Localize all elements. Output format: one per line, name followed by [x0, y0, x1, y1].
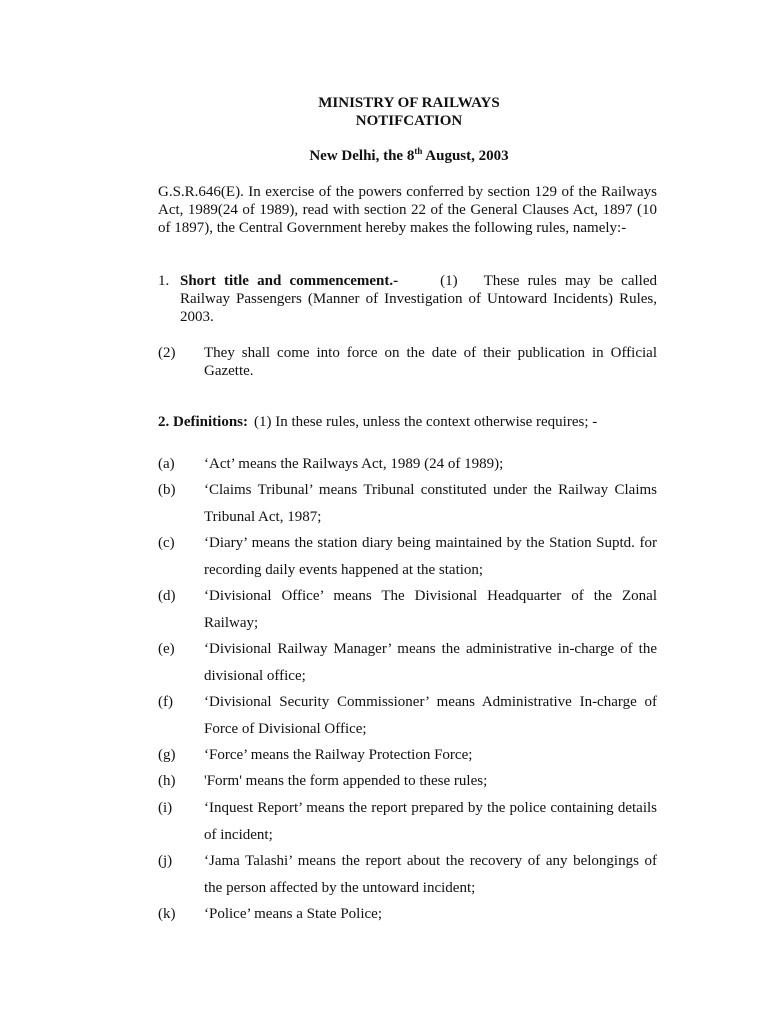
- definition-text: ‘Force’ means the Railway Protection Force;: [204, 747, 473, 763]
- definition-item-h: [158, 768, 657, 795]
- definition-text: ‘Jama Talashi’ means the report about the recovery of any belongings of the person affected by the untoward incident;: [204, 853, 657, 896]
- definition-label: (a): [158, 456, 175, 472]
- definition-item-j: [158, 848, 657, 901]
- definition-label: (f): [158, 694, 173, 710]
- definitions-heading: [158, 414, 657, 431]
- definition-item-c: [158, 530, 657, 583]
- dateline-prefix: New Delhi, the 8: [309, 148, 415, 164]
- definition-label: (c): [158, 535, 175, 551]
- definition-text: ‘Diary’ means the station diary being maintained by the Station Suptd. for recording daily events happened at the station;: [204, 535, 657, 578]
- definition-label: (i): [158, 800, 173, 816]
- rule-1: [158, 272, 657, 326]
- clause-text: They shall come into force on the date of their publication in Official Gazette.: [204, 345, 657, 379]
- definition-label: (k): [158, 906, 176, 922]
- rule-1-clause-2: [158, 344, 657, 380]
- preamble-paragraph: G.S.R.646(E). In exercise of the powers conferred by section 129 of the Railways Act, 1989(24 of 1989), read with section 22 of the General Clauses Act, 1897 (10 of 1897), the Central Government hereby makes the following rules, namely:-: [158, 184, 657, 236]
- definition-text: ‘Divisional Security Commissioner’ means Administrative In-charge of Force of Divisional Office;: [204, 694, 657, 737]
- definition-item-a: [158, 451, 657, 478]
- definition-item-i: [158, 795, 657, 848]
- definition-text: ‘Police’ means a State Police;: [204, 906, 383, 922]
- definition-text: ‘Claims Tribunal’ means Tribunal constituted under the Railway Claims Tribunal Act, 1987;: [204, 482, 657, 525]
- definition-item-g: [158, 742, 657, 769]
- definition-label: (j): [158, 853, 173, 869]
- definition-label: (h): [158, 773, 176, 789]
- definition-label: (d): [158, 588, 176, 604]
- definition-text: ‘Inquest Report’ means the report prepared by the police containing details of incident;: [204, 800, 657, 843]
- definition-item-b: [158, 477, 657, 530]
- definition-item-e: [158, 636, 657, 689]
- rule-1-number: 1.: [158, 273, 170, 289]
- dateline-sup: th: [414, 146, 423, 156]
- definition-text: 'Form' means the form appended to these rules;: [204, 773, 488, 789]
- definition-label: (g): [158, 747, 176, 763]
- rule-1-text: These rules may be called Railway Passengers (Manner of Investigation of Untoward Incidents) Rules, 2003.: [180, 273, 657, 325]
- definition-text: ‘Divisional Office’ means The Divisional Headquarter of the Zonal Railway;: [204, 588, 657, 631]
- dateline-suffix: August, 2003: [422, 148, 509, 164]
- rule-1-subnumber: (1): [440, 273, 458, 289]
- definition-text: ‘Act’ means the Railways Act, 1989 (24 of 1989);: [204, 456, 504, 472]
- notification-heading: NOTIFCATION: [355, 113, 463, 129]
- definition-item-f: [158, 689, 657, 742]
- definition-item-d: [158, 583, 657, 636]
- clause-label: (2): [158, 345, 176, 361]
- definition-label: (b): [158, 482, 176, 498]
- definitions-intro: (1) In these rules, unless the context otherwise requires; -: [254, 414, 598, 430]
- definition-label: (e): [158, 641, 175, 657]
- definition-text: ‘Divisional Railway Manager’ means the administrative in-charge of the divisional office;: [204, 641, 657, 684]
- dateline: [0, 148, 770, 165]
- definitions-title: 2. Definitions:: [158, 414, 248, 430]
- rule-1-title: Short title and commencement.-: [180, 273, 399, 289]
- definition-item-k: [158, 901, 657, 928]
- ministry-heading: MINISTRY OF RAILWAYS: [318, 95, 500, 111]
